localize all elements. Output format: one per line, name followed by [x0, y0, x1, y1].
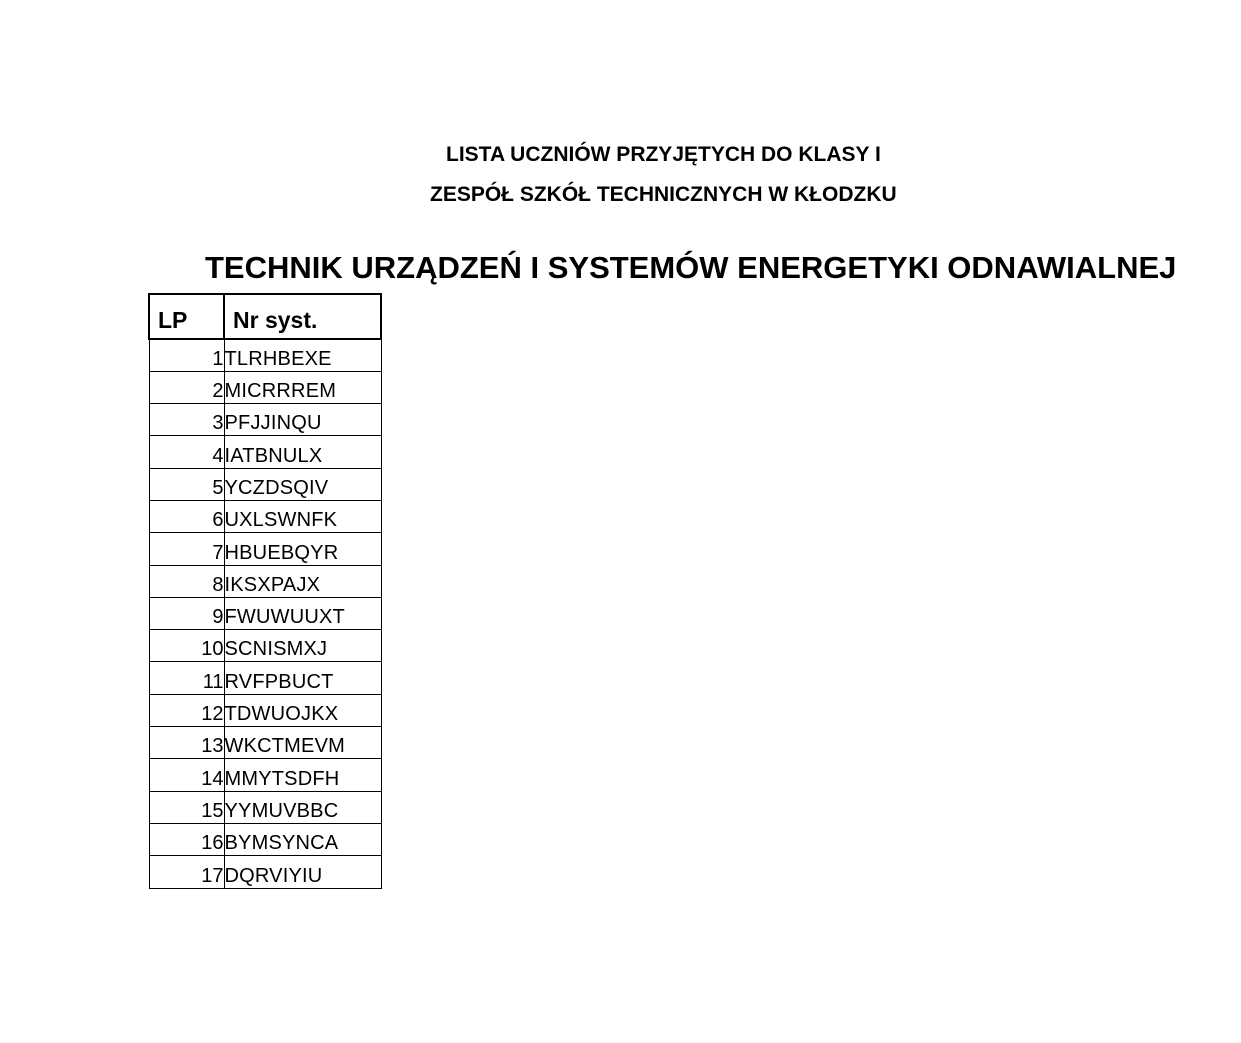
system-number-cell: YCZDSQIV	[224, 468, 381, 500]
table-row	[149, 339, 381, 371]
system-number-cell: UXLSWNFK	[224, 500, 381, 532]
row-number-cell: 3	[149, 404, 224, 436]
system-number-cell: MICRRREM	[224, 371, 381, 403]
table-row	[149, 662, 381, 694]
table-row	[149, 500, 381, 532]
document-heading-line-2: ZESPÓŁ SZKÓŁ TECHNICZNYCH W KŁODZKU	[430, 183, 897, 206]
column-header-nr-syst: Nr syst.	[224, 294, 381, 339]
class-profile-title: TECHNIK URZĄDZEŃ I SYSTEMÓW ENERGETYKI ODNAWIALNEJ	[205, 250, 1177, 285]
table-row	[149, 436, 381, 468]
row-number-cell: 7	[149, 533, 224, 565]
table-row	[149, 533, 381, 565]
system-number-cell: SCNISMXJ	[224, 630, 381, 662]
table-row	[149, 371, 381, 403]
row-number-cell: 15	[149, 791, 224, 823]
row-number-cell: 5	[149, 468, 224, 500]
row-number-cell: 12	[149, 694, 224, 726]
row-number-cell: 9	[149, 597, 224, 629]
row-number-cell: 8	[149, 565, 224, 597]
system-number-cell: BYMSYNCA	[224, 823, 381, 855]
row-number-cell: 11	[149, 662, 224, 694]
table-row	[149, 404, 381, 436]
system-number-cell: WKCTMEVM	[224, 727, 381, 759]
system-number-cell: IATBNULX	[224, 436, 381, 468]
table-row	[149, 468, 381, 500]
system-number-cell: YYMUVBBC	[224, 791, 381, 823]
system-number-cell: DQRVIYIU	[224, 856, 381, 888]
table-row	[149, 791, 381, 823]
table-row	[149, 823, 381, 855]
system-number-cell: RVFPBUCT	[224, 662, 381, 694]
table-row	[149, 759, 381, 791]
system-number-cell: HBUEBQYR	[224, 533, 381, 565]
system-number-cell: PFJJINQU	[224, 404, 381, 436]
system-number-cell: MMYTSDFH	[224, 759, 381, 791]
table-row	[149, 694, 381, 726]
row-number-cell: 2	[149, 371, 224, 403]
system-number-cell: TDWUOJKX	[224, 694, 381, 726]
row-number-cell: 17	[149, 856, 224, 888]
table-row	[149, 727, 381, 759]
row-number-cell: 6	[149, 500, 224, 532]
document-heading-line-1: LISTA UCZNIÓW PRZYJĘTYCH DO KLASY I	[446, 143, 881, 166]
system-number-cell: FWUWUUXT	[224, 597, 381, 629]
table-row	[149, 630, 381, 662]
table-row	[149, 856, 381, 888]
system-number-cell: IKSXPAJX	[224, 565, 381, 597]
row-number-cell: 13	[149, 727, 224, 759]
row-number-cell: 14	[149, 759, 224, 791]
table-row	[149, 597, 381, 629]
row-number-cell: 4	[149, 436, 224, 468]
column-header-lp: LP	[149, 294, 224, 339]
row-number-cell: 16	[149, 823, 224, 855]
row-number-cell: 1	[149, 339, 224, 371]
table-header-row	[149, 294, 381, 339]
table-body	[149, 339, 381, 888]
student-list-table	[148, 293, 382, 889]
table-row	[149, 565, 381, 597]
row-number-cell: 10	[149, 630, 224, 662]
system-number-cell: TLRHBEXE	[224, 339, 381, 371]
